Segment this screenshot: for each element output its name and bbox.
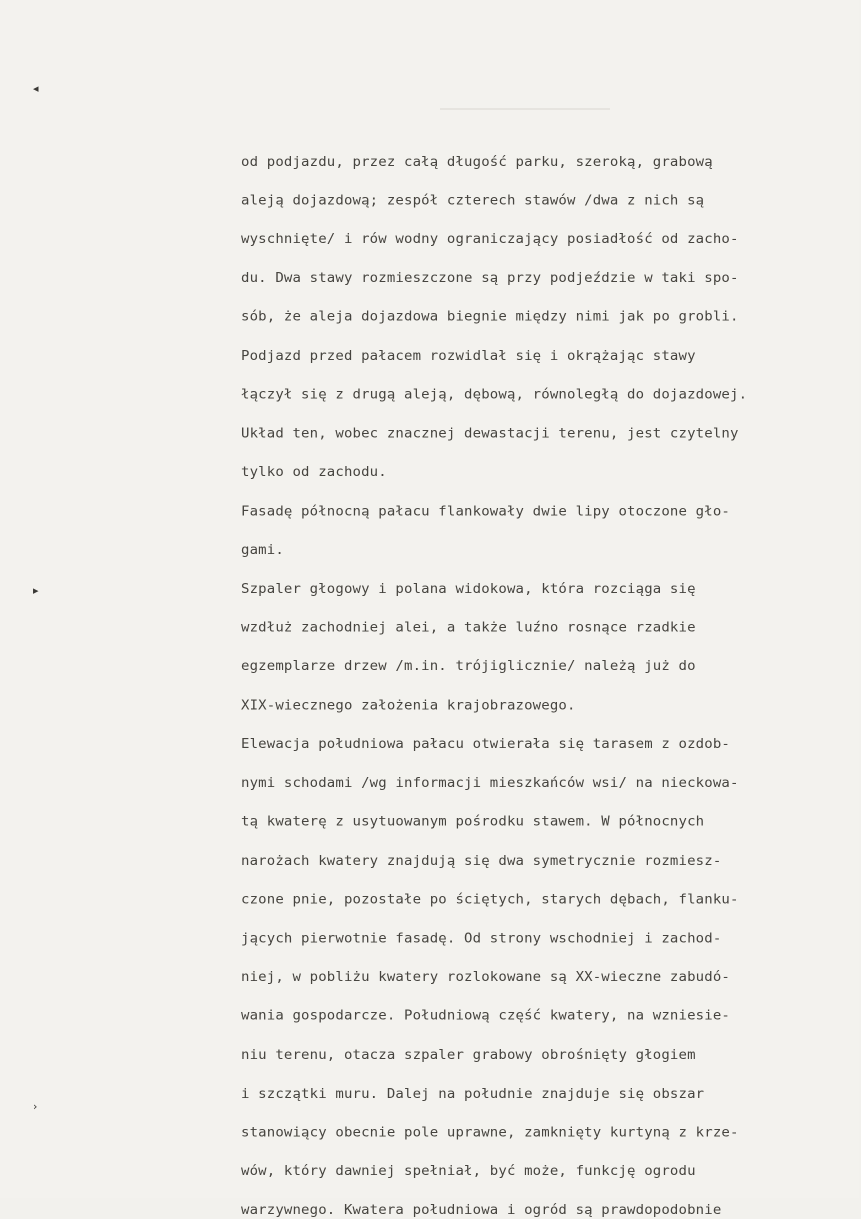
text-line-2: aleją dojazdową; zespół czterech stawów /dwa z nich są [241, 193, 705, 209]
binding-hole-mark-top: ◂ [33, 82, 39, 95]
text-line-19: narożach kwatery znajdują się dwa symetrycznie rozmiesz- [241, 854, 722, 869]
binding-hole-mark-bottom: › [33, 1100, 38, 1113]
text-line-9: tylko od zachodu. [241, 464, 387, 480]
text-line-3: wyschnięte/ i rów wodny ograniczający posiadłość od zacho- [241, 232, 739, 247]
text-line-6: Podjazd przed pałacem rozwidlał się i okrążając stawy [241, 348, 696, 364]
text-line-1: od podjazdu, przez całą długość parku, szeroką, grabową [241, 154, 713, 170]
text-line-10: Fasadę północną pałacu flankowały dwie lipy otoczone gło- [241, 504, 730, 520]
text-line-7: łączył się z drugą aleją, dębową, równoległą do dojazdowej. [241, 387, 748, 403]
text-line-5: sób, że aleja dojazdowa biegnie między nimi jak po grobli. [241, 309, 739, 325]
text-line-27: wów, który dawniej spełniał, być może, funkcję ogrodu [241, 1164, 696, 1179]
text-line-14: egzemplarze drzew /m.in. trójiglicznie/ należą już do [241, 659, 696, 674]
binding-hole-mark-middle: ▸ [33, 584, 39, 597]
text-line-28: warzywnego. Kwatera południowa i ogród są prawdopodobnie [241, 1202, 722, 1218]
text-line-12: Szpaler głogowy i polana widokowa, która rozciąga się [241, 581, 696, 597]
text-line-25: i szczątki muru. Dalej na południe znajduje się obszar [241, 1086, 705, 1102]
text-line-22: niej, w pobliżu kwatery rozlokowane są XX-wieczne zabudó- [241, 969, 730, 985]
text-line-24: niu terenu, otacza szpaler grabowy obrośnięty głogiem [241, 1048, 696, 1063]
faint-mark [440, 108, 610, 110]
text-line-15: XIX-wiecznego założenia krajobrazowego. [241, 698, 576, 714]
text-line-18: tą kwaterę z usytuowanym pośrodku stawem. W północnych [241, 814, 705, 830]
text-line-13: wzdłuż zachodniej alei, a także luźno rosnące rzadkie [241, 620, 696, 636]
text-line-23: wania gospodarcze. Południową część kwatery, na wzniesie- [241, 1008, 730, 1024]
text-line-4: du. Dwa stawy rozmieszczone są przy podjeździe w taki spo- [241, 270, 739, 286]
text-line-8: Układ ten, wobec znacznej dewastacji terenu, jest czytelny [241, 426, 739, 441]
text-line-16: Elewacja południowa pałacu otwierała się tarasem z ozdob- [241, 737, 730, 752]
text-line-17: nymi schodami /wg informacji mieszkańców wsi/ na nieckowa- [241, 775, 739, 791]
text-line-20: czone pnie, pozostałe po ściętych, starych dębach, flanku- [241, 892, 739, 908]
text-line-21: jących pierwotnie fasadę. Od strony wschodniej i zachod- [241, 931, 722, 947]
text-line-11: gami. [241, 543, 284, 558]
text-line-26: stanowiący obecnie pole uprawne, zamknięty kurtyną z krze- [241, 1125, 739, 1141]
